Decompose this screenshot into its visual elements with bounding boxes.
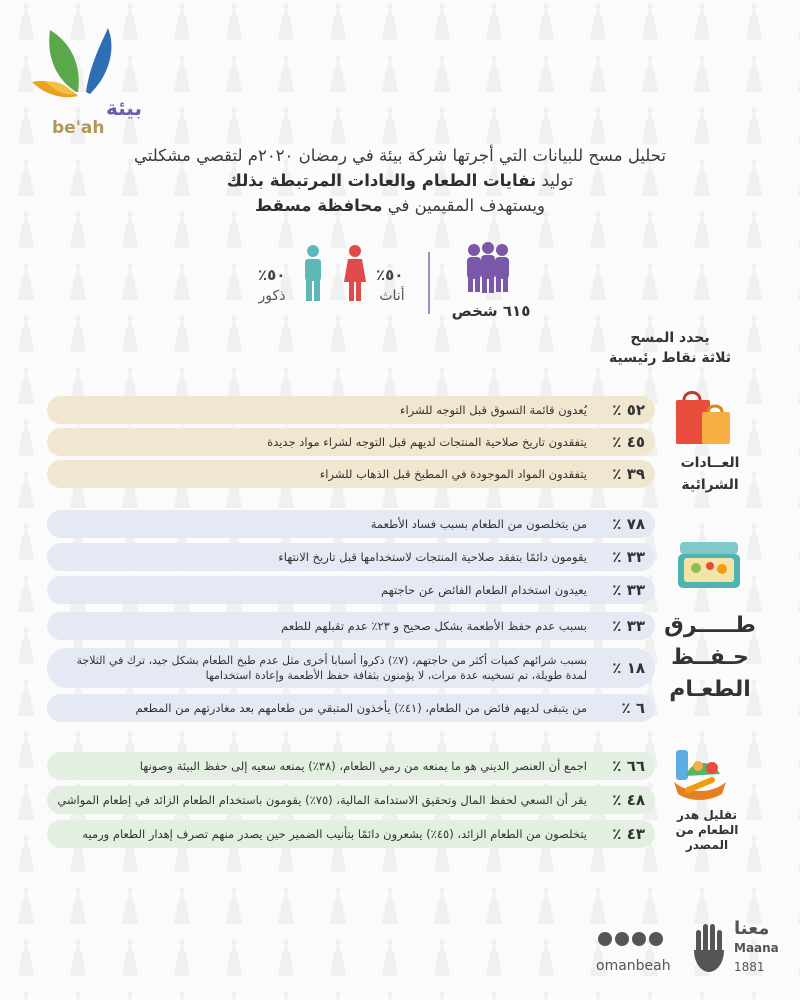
reduction-row-2: [47, 786, 655, 814]
row-text: يُعدون قائمة التسوق قبل التوجه للشراء: [400, 403, 587, 417]
row-text: من يتخلصون من الطعام بسبب فساد الأطعمة: [370, 517, 587, 531]
logo-text-ar: بيئة: [106, 96, 142, 120]
storage-row-5: [47, 648, 655, 688]
title-line-3-text: ويستهدف المقيمين في: [382, 196, 546, 215]
row-percent: ٣٩ ٪: [612, 465, 645, 483]
storage-row-4: [47, 612, 655, 640]
survey-stats: [250, 240, 570, 330]
logo-text-en: be'ah: [52, 118, 105, 138]
intro-heading: [600, 328, 740, 368]
row-percent: ٣٣ ٪: [612, 581, 645, 599]
maana-text-en: Maana: [734, 941, 779, 955]
female-label: أناث: [379, 288, 405, 304]
row-percent: ٣٣ ٪: [612, 617, 645, 635]
row-text: يتفقدون تاريخ صلاحية المنتجات لديهم قبل التوجه لشراء مواد جديدة: [267, 435, 587, 449]
reduction-row-1: [47, 752, 655, 780]
row-text: من يتبقى لديهم فائض من الطعام، (٤١٪) يأخذون المتبقي من طعامهم بعد مغادرتهم من المطعم: [135, 701, 587, 715]
title-line-3-bold: محافظة مسقط: [254, 196, 383, 215]
row-percent: ٧٨ ٪: [612, 515, 645, 533]
page-title: [80, 143, 720, 218]
male-percent: ٥٠٪: [258, 266, 286, 284]
title-line-2-bold: نفايات الطعام والعادات المرتبطة بذلك: [226, 171, 537, 190]
row-percent: ١٨ ٪: [612, 659, 645, 677]
maana-phone-number: 1881: [734, 960, 765, 974]
instagram-icon[interactable]: [598, 932, 612, 946]
category-shopping-habits: العــادات الشرائية: [680, 455, 740, 493]
row-percent: ٤٥ ٪: [612, 433, 645, 451]
female-icon: [342, 244, 368, 302]
storage-row-2: [47, 543, 655, 571]
title-line-3: [80, 193, 720, 218]
row-text: بسبب عدم حفظ الأطعمة بشكل صحيح و ٢٣٪ عدم تقبلهم للطعم: [281, 619, 587, 633]
people-group-icon: [460, 242, 516, 294]
row-percent: ٣٣ ٪: [612, 548, 645, 566]
category-storage-line-3: الطعـام: [669, 677, 751, 702]
linkedin-icon[interactable]: [649, 932, 663, 946]
beah-logo: [28, 20, 158, 138]
row-text: يقر أن السعي لحفظ المال وتحقيق الاستدامة المالية، (٧٥٪) يقومون باستخدام الطعام الزائد في إطعام المواشي: [57, 793, 587, 807]
intro-line-1: يحدد المسح: [630, 330, 710, 346]
row-text: بسبب شرائهم كميات أكثر من حاجتهم، (٧٪) ذكروا أسبابا أخرى مثل عدم طبخ الطعام بشكل جيد، ترك في الثلاجة لمدة طويلة، تم تسخينه عدة مرات، لا يؤمنون بثقافة حفظ الأطعمة وإعادة استخدامها: [76, 654, 587, 682]
male-icon: [300, 244, 326, 302]
row-text: يتخلصون من الطعام الزائد، (٤٥٪) يشعرون دائمًا بتأنيب الضمير حين يصدر منهم تصرف إهدار الطعام ورميه: [82, 827, 587, 841]
row-percent: ٥٢ ٪: [612, 401, 645, 419]
shopping-bags-icon: [672, 388, 734, 446]
social-icons: [598, 932, 663, 946]
maana-logo: [690, 918, 790, 988]
shopping-row-1: [47, 396, 655, 424]
row-percent: ٦٦ ٪: [612, 757, 645, 775]
shopping-row-2: [47, 428, 655, 456]
category-storage-methods: [655, 610, 765, 706]
row-text: يقومون دائمًا بتفقد صلاحية المنتجات لاستخدامها قبل تاريخ الانتهاء: [278, 550, 587, 564]
row-percent: ٤٣ ٪: [612, 825, 645, 843]
twitter-icon[interactable]: [615, 932, 629, 946]
female-percent: ٥٠٪: [376, 266, 404, 284]
maana-text-ar: معنا: [734, 918, 770, 939]
storage-row-6: [47, 694, 655, 722]
category-source-reduction: تقليل هدر الطعام من المصدر: [675, 808, 739, 852]
reduction-row-3: [47, 820, 655, 848]
row-percent: ٤٨ ٪: [612, 791, 645, 809]
category-storage-line-2: حـفــظ: [671, 645, 749, 670]
intro-line-2: ثلاثة نقاط رئيسية: [609, 350, 731, 366]
facebook-icon[interactable]: [632, 932, 646, 946]
leaf-logo-icon: [28, 20, 158, 100]
stats-divider: [428, 252, 430, 314]
row-percent: ٦ ٪: [621, 699, 645, 717]
total-participants: ٦١٥ شخص: [451, 302, 531, 320]
row-text: يتفقدون المواد الموجودة في المطبخ قبل الذهاب للشراء: [319, 467, 587, 481]
storage-row-3: [47, 576, 655, 604]
food-container-icon: [676, 536, 742, 592]
male-label: ذكور: [258, 288, 286, 304]
social-handle[interactable]: omanbeah: [596, 958, 671, 974]
hand-icon: [692, 922, 728, 974]
title-line-1: تحليل مسح للبيانات التي أجرتها شركة بيئة في رمضان ٢٠٢٠م لتقصي مشكلتي: [133, 146, 667, 165]
category-storage-line-1: طـــــرق: [664, 613, 756, 638]
groceries-icon: [668, 746, 730, 804]
title-line-2-text: توليد: [536, 171, 574, 190]
title-line-2: [80, 168, 720, 193]
row-text: يعيدون استخدام الطعام الفائض عن حاجتهم: [381, 583, 587, 597]
row-text: اجمع أن العنصر الديني هو ما يمنعه من رمي الطعام، (٣٨٪) يمنعه سعيه إلى حفظ البيئة وصونها: [139, 759, 587, 773]
shopping-row-3: [47, 460, 655, 488]
storage-row-1: [47, 510, 655, 538]
